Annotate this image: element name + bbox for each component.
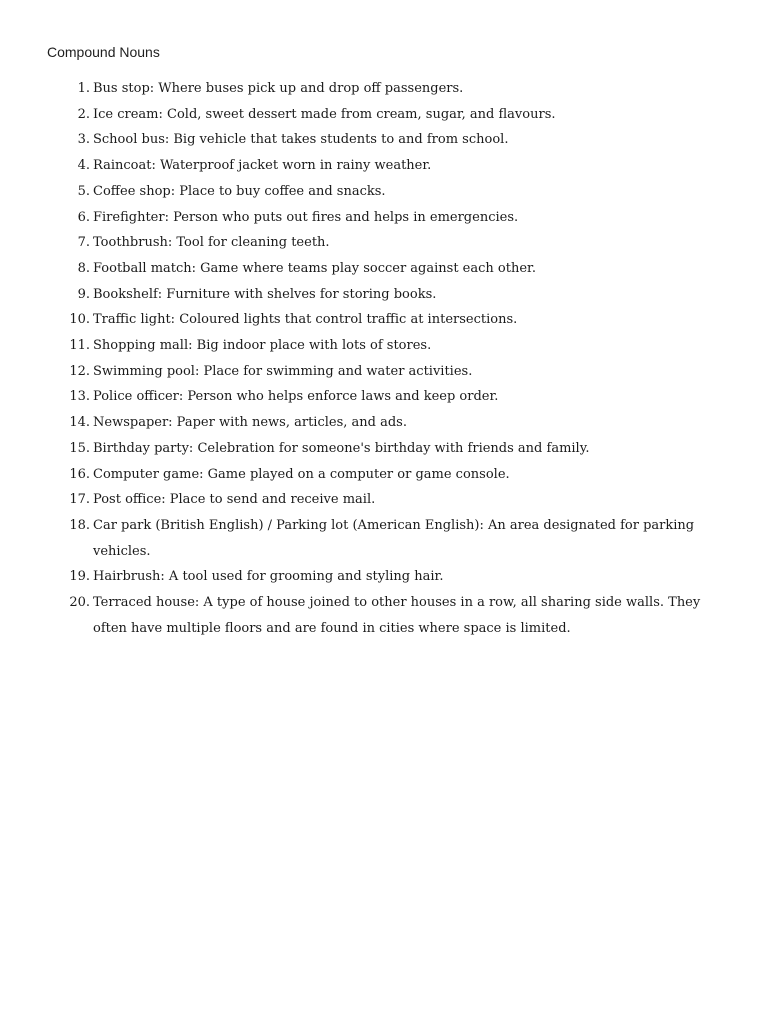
list-item-text: Coffee shop: Place to buy coffee and snacks. [93, 183, 386, 199]
list-item-number: 2. [77, 106, 90, 122]
list-item-number: 3. [77, 132, 90, 148]
list-item-text: Computer game: Game played on a computer or game console. [93, 466, 510, 482]
list-item-text: Terraced house: A type of house joined to other houses in a row, all sharing side walls. They often have multiple floors and are found in cities where space is limited. [93, 595, 701, 636]
list-item [0, 513, 703, 564]
list-item-number: 1. [77, 81, 90, 96]
list-item-text: Hairbrush: A tool used for grooming and styling hair. [93, 569, 444, 585]
list-item-number: 5. [77, 183, 90, 199]
list-item [0, 564, 703, 590]
list-item [0, 256, 703, 282]
list-item-number: 11. [69, 338, 90, 354]
list-item-text: Post office: Place to send and receive mail. [93, 492, 376, 508]
list-item-text: School bus: Big vehicle that takes students to and from school. [93, 132, 509, 148]
list-item [0, 590, 703, 641]
list-item-text: Swimming pool: Place for swimming and water activities. [93, 363, 473, 379]
list-item-text: Ice cream: Cold, sweet dessert made from cream, sugar, and flavours. [93, 106, 556, 122]
list-item [0, 282, 703, 308]
page-title: Compound Nouns [47, 44, 160, 60]
list-item-text: Birthday party: Celebration for someone's birthday with friends and family. [93, 440, 590, 456]
list-item-text: Bus stop: Where buses pick up and drop off passengers. [93, 81, 464, 96]
list-item [0, 76, 703, 102]
list-item [0, 153, 703, 179]
list-item-text: Shopping mall: Big indoor place with lots of stores. [93, 338, 432, 354]
list-item-text: Raincoat: Waterproof jacket worn in rainy weather. [93, 158, 432, 174]
list-item-text: Football match: Game where teams play soccer against each other. [93, 260, 536, 276]
list-item-text: Firefighter: Person who puts out fires and helps in emergencies. [93, 209, 519, 225]
list-item-text: Toothbrush: Tool for cleaning teeth. [93, 235, 330, 251]
list-item-text: Bookshelf: Furniture with shelves for storing books. [93, 286, 437, 302]
list-item-number: 16. [69, 466, 90, 482]
list-item-number: 20. [69, 595, 90, 611]
list-item-number: 15. [69, 440, 90, 456]
list-item-number: 4. [77, 158, 90, 174]
list-item [0, 230, 703, 256]
list-item-number: 19. [69, 569, 90, 585]
list-item-number: 7. [77, 235, 90, 251]
list-item-number: 10. [69, 312, 90, 328]
list-item [0, 127, 703, 153]
list-item [0, 307, 703, 333]
list-item-text: Newspaper: Paper with news, articles, and ads. [93, 415, 407, 431]
list-item [0, 205, 703, 231]
list-item-number: 18. [69, 517, 90, 533]
list-item-number: 9. [77, 286, 90, 302]
list-item [0, 410, 703, 436]
list-item [0, 462, 703, 488]
list-item [0, 436, 703, 462]
list-item-number: 17. [69, 492, 90, 508]
list-item [0, 487, 703, 513]
list-item [0, 359, 703, 385]
compound-noun-list [0, 76, 768, 641]
list-item-text: Traffic light: Coloured lights that control traffic at intersections. [93, 312, 518, 328]
list-item-number: 8. [77, 260, 90, 276]
list-item-number: 14. [69, 415, 90, 431]
list-item [0, 384, 703, 410]
list-item-number: 13. [69, 389, 90, 405]
list-item-number: 6. [77, 209, 90, 225]
list-item [0, 179, 703, 205]
list-item [0, 333, 703, 359]
list-item-text: Police officer: Person who helps enforce laws and keep order. [93, 389, 499, 405]
list-item-text: Car park (British English) / Parking lot (American English): An area designated for parking vehicles. [93, 517, 695, 559]
list-item-number: 12. [69, 363, 90, 379]
list-item [0, 102, 703, 128]
